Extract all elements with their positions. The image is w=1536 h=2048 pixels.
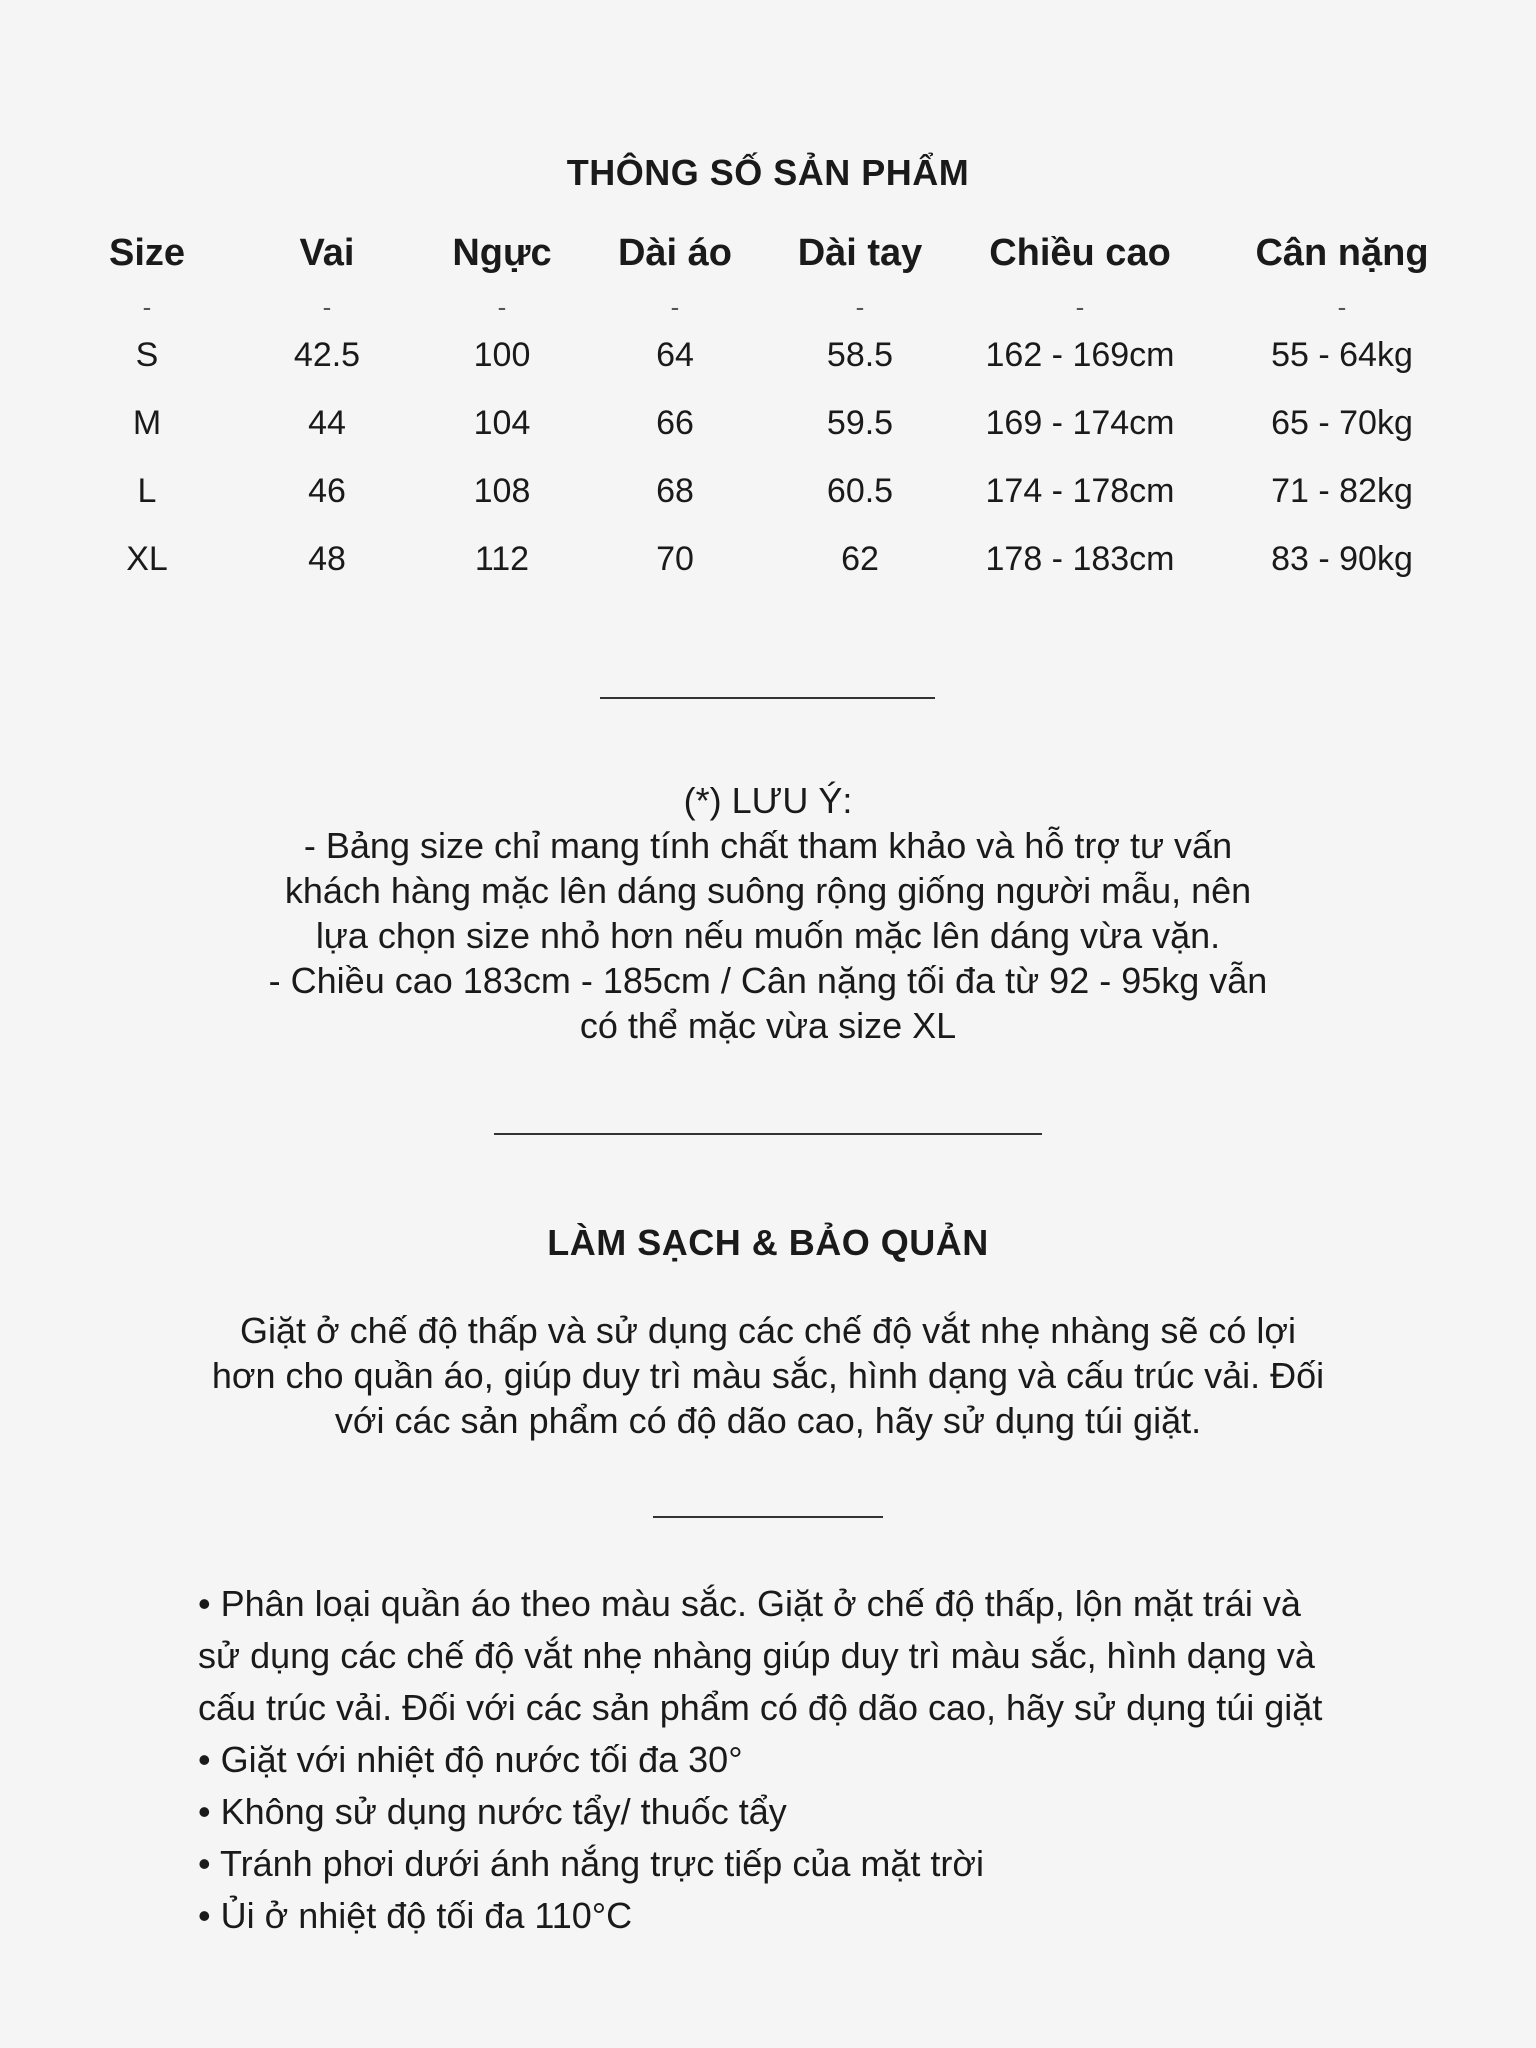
list-item: • Ủi ở nhiệt độ tối đa 110°C — [198, 1895, 633, 1936]
cell-shoulder: 46 — [308, 472, 346, 510]
cell-length: 70 — [656, 540, 694, 578]
header-weight: Cân nặng — [1255, 232, 1429, 274]
care-intro-line: với các sản phẩm có độ dão cao, hãy sử dụng túi giặt. — [334, 1400, 1202, 1441]
list-item: • Phân loại quần áo theo màu sắc. Giặt ở chế độ thấp, lộn mặt trái và — [198, 1583, 1301, 1624]
divider — [653, 1516, 883, 1518]
cell-size: M — [132, 404, 162, 442]
cell-size: S — [135, 336, 159, 374]
list-item-continuation: sử dụng các chế độ vắt nhẹ nhàng giúp duy trì màu sắc, hình dạng và — [198, 1635, 1315, 1676]
table-row — [0, 404, 1536, 472]
note-line: - Chiều cao 183cm - 185cm / Cân nặng tối đa từ 92 - 95kg vẫn — [268, 960, 1268, 1001]
note-heading: (*) LƯU Ý: — [683, 780, 853, 821]
cell-weight: 65 - 70kg — [1271, 404, 1413, 442]
specs-title: THÔNG SỐ SẢN PHẨM — [566, 152, 970, 193]
note-line: - Bảng size chỉ mang tính chất tham khảo và hỗ trợ tư vấn — [303, 825, 1233, 866]
dash: - — [142, 292, 152, 322]
list-item: • Tránh phơi dưới ánh nắng trực tiếp của mặt trời — [198, 1843, 984, 1884]
cell-height: 169 - 174cm — [985, 404, 1175, 442]
dash: - — [1337, 292, 1347, 322]
cell-length: 66 — [656, 404, 694, 442]
cell-shoulder: 48 — [308, 540, 346, 578]
size-table-dash-row — [0, 286, 1536, 336]
header-size: Size — [108, 232, 186, 274]
table-row — [0, 540, 1536, 608]
note-line: khách hàng mặc lên dáng suông rộng giống người mẫu, nên — [284, 870, 1252, 911]
cell-chest: 104 — [473, 404, 531, 442]
cell-size: XL — [126, 540, 168, 578]
note-line: lựa chọn size nhỏ hơn nếu muốn mặc lên dáng vừa vặn. — [315, 915, 1221, 956]
cell-sleeve: 60.5 — [826, 472, 894, 510]
header-shoulder: Vai — [299, 232, 355, 274]
care-instructions-list — [198, 1578, 1398, 1942]
list-item: • Không sử dụng nước tẩy/ thuốc tẩy — [198, 1791, 787, 1832]
care-intro — [0, 1308, 1536, 1443]
cell-chest: 112 — [474, 540, 530, 578]
cell-height: 162 - 169cm — [985, 336, 1175, 374]
cell-shoulder: 42.5 — [293, 336, 361, 374]
list-item: • Giặt với nhiệt độ nước tối đa 30° — [198, 1739, 743, 1780]
list-item-continuation: cấu trúc vải. Đối với các sản phẩm có độ dão cao, hãy sử dụng túi giặt — [198, 1687, 1323, 1728]
table-row — [0, 336, 1536, 404]
header-length: Dài áo — [617, 232, 733, 274]
size-table — [0, 232, 1536, 608]
care-intro-line: Giặt ở chế độ thấp và sử dụng các chế độ vắt nhẹ nhàng sẽ có lợi — [240, 1310, 1296, 1351]
cell-shoulder: 44 — [308, 404, 346, 442]
size-note — [0, 778, 1536, 1048]
cell-sleeve: 59.5 — [826, 404, 894, 442]
cell-weight: 55 - 64kg — [1271, 336, 1413, 374]
cell-size: L — [137, 472, 157, 510]
cell-weight: 83 - 90kg — [1271, 540, 1413, 578]
cell-sleeve: 58.5 — [826, 336, 894, 374]
dash: - — [322, 292, 332, 322]
cell-length: 64 — [656, 336, 694, 374]
header-height: Chiều cao — [989, 232, 1171, 274]
header-chest: Ngực — [452, 232, 552, 274]
divider — [494, 1133, 1042, 1135]
cell-sleeve: 62 — [841, 540, 879, 578]
dash: - — [670, 292, 680, 322]
cell-weight: 71 - 82kg — [1271, 472, 1413, 510]
dash: - — [497, 292, 507, 322]
header-sleeve: Dài tay — [797, 232, 923, 274]
table-row — [0, 472, 1536, 540]
cell-height: 178 - 183cm — [985, 540, 1175, 578]
care-title: LÀM SẠCH & BẢO QUẢN — [547, 1222, 989, 1263]
cell-chest: 108 — [473, 472, 531, 510]
size-table-header — [0, 232, 1536, 286]
dash: - — [855, 292, 865, 322]
divider — [600, 697, 935, 699]
care-intro-line: hơn cho quần áo, giúp duy trì màu sắc, hình dạng và cấu trúc vải. Đối — [211, 1355, 1325, 1396]
cell-chest: 100 — [473, 336, 531, 374]
note-line: có thể mặc vừa size XL — [579, 1005, 957, 1046]
dash: - — [1075, 292, 1085, 322]
cell-height: 174 - 178cm — [985, 472, 1175, 510]
cell-length: 68 — [656, 472, 694, 510]
